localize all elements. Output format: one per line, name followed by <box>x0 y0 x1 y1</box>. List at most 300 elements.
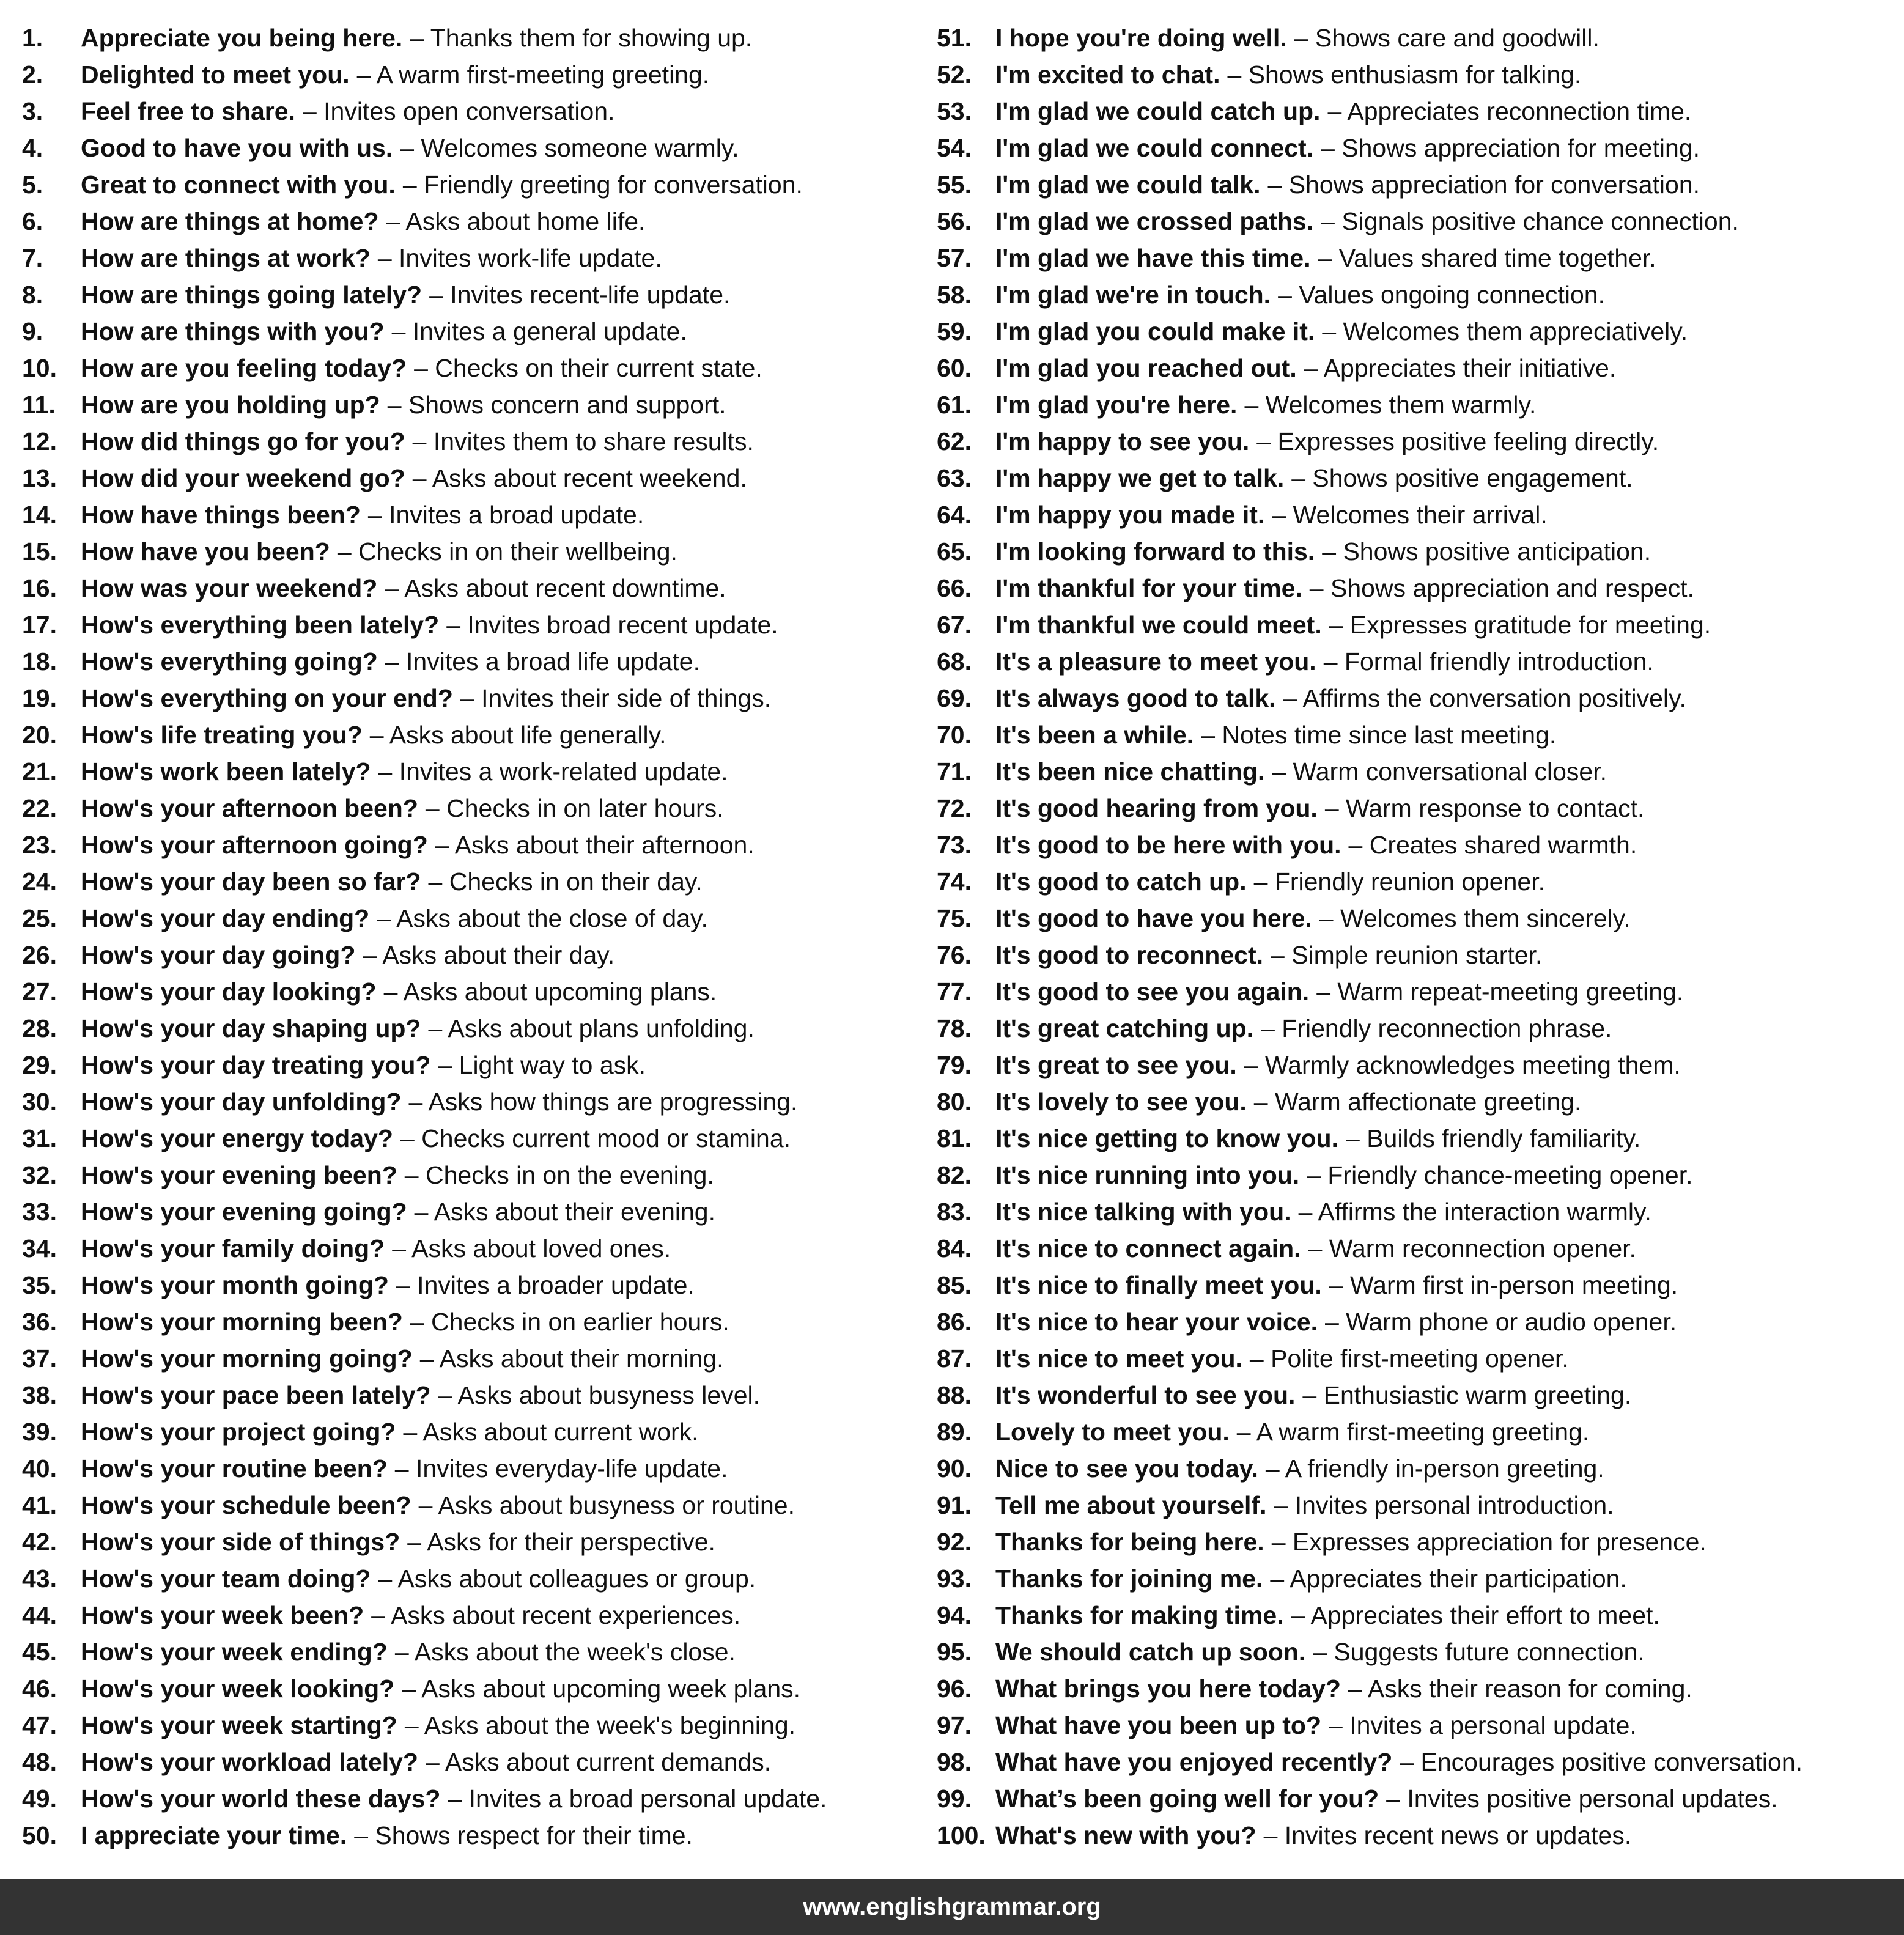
item-description: – A warm first-meeting greeting. <box>356 61 710 89</box>
item-description: – Shows positive anticipation. <box>1322 537 1651 566</box>
item-number: 49. <box>22 1785 57 1813</box>
item-number: 24. <box>22 868 57 896</box>
item-number: 90. <box>937 1454 972 1483</box>
item-phrase: I'm happy we get to talk. <box>995 464 1285 492</box>
item-description: – Asks about recent experiences. <box>371 1601 741 1629</box>
item-phrase: It's nice running into you. <box>995 1161 1300 1189</box>
list-item <box>937 240 1891 276</box>
list-item <box>937 1670 1891 1707</box>
item-phrase: How did your weekend go? <box>81 464 405 492</box>
list-item <box>937 1377 1891 1413</box>
list-item <box>937 1817 1891 1854</box>
item-description: – Friendly greeting for conversation. <box>402 171 803 199</box>
item-number: 22. <box>22 794 57 822</box>
item-description: – Invites open conversation. <box>302 97 615 125</box>
item-number: 50. <box>22 1821 57 1849</box>
item-number: 86. <box>937 1308 972 1336</box>
list-item <box>22 130 933 166</box>
item-description: – Invites a personal update. <box>1329 1711 1637 1739</box>
item-phrase: Thanks for being here. <box>995 1528 1264 1556</box>
item-phrase: It's good to be here with you. <box>995 831 1341 859</box>
item-phrase: How's everything on your end? <box>81 684 453 712</box>
item-description: – Appreciates their participation. <box>1270 1565 1627 1593</box>
item-number: 35. <box>22 1271 57 1299</box>
list-item <box>937 643 1891 680</box>
item-description: – Asks how things are progressing. <box>408 1088 798 1116</box>
item-description: – Enthusiastic warm greeting. <box>1302 1381 1632 1409</box>
item-number: 37. <box>22 1344 57 1373</box>
item-phrase: I'm thankful for your time. <box>995 574 1302 602</box>
item-description: – Friendly reunion opener. <box>1253 868 1545 896</box>
item-description: – Asks about recent weekend. <box>412 464 747 492</box>
item-number: 2. <box>22 61 43 89</box>
item-number: 77. <box>937 978 972 1006</box>
item-description: – Checks on their current state. <box>414 354 762 382</box>
item-number: 6. <box>22 207 43 235</box>
item-description: – Warm phone or audio opener. <box>1324 1308 1677 1336</box>
item-description: – Shows appreciation and respect. <box>1309 574 1694 602</box>
item-number: 46. <box>22 1675 57 1703</box>
item-description: – Warm response to contact. <box>1324 794 1645 822</box>
list-item <box>937 386 1891 423</box>
item-description: – Shows care and goodwill. <box>1294 24 1600 52</box>
list-item <box>937 130 1891 166</box>
list-item <box>22 1083 933 1120</box>
list-item <box>22 570 933 606</box>
item-phrase: It's nice to connect again. <box>995 1234 1301 1262</box>
item-number: 76. <box>937 941 972 969</box>
item-phrase: I'm happy to see you. <box>995 427 1250 455</box>
list-item <box>937 1083 1891 1120</box>
item-phrase: Good to have you with us. <box>81 134 393 162</box>
list-item <box>22 1047 933 1083</box>
item-description: – Expresses positive feeling directly. <box>1256 427 1659 455</box>
list-item <box>22 533 933 570</box>
list-item <box>22 1340 933 1377</box>
item-description: – Checks in on later hours. <box>425 794 724 822</box>
item-description: – Asks about their morning. <box>419 1344 724 1373</box>
item-phrase: How's your afternoon been? <box>81 794 418 822</box>
item-phrase: How have you been? <box>81 537 330 566</box>
list-item <box>22 1120 933 1157</box>
item-phrase: I'm excited to chat. <box>995 61 1220 89</box>
list-item <box>22 166 933 203</box>
item-phrase: Great to connect with you. <box>81 171 396 199</box>
item-number: 7. <box>22 244 43 272</box>
item-description: – Shows appreciation for meeting. <box>1321 134 1700 162</box>
list-item <box>22 717 933 753</box>
item-phrase: It's lovely to see you. <box>995 1088 1247 1116</box>
item-number: 79. <box>937 1051 972 1079</box>
item-description: – Asks about current work. <box>403 1418 699 1446</box>
list-item <box>937 863 1891 900</box>
item-description: – Asks about colleagues or group. <box>378 1565 756 1593</box>
item-description: – Invites them to share results. <box>412 427 754 455</box>
item-number: 31. <box>22 1124 57 1152</box>
footer-url[interactable]: www.englishgrammar.org <box>803 1893 1101 1920</box>
item-phrase: How's your side of things? <box>81 1528 400 1556</box>
item-number: 41. <box>22 1491 57 1519</box>
item-phrase: How's your day treating you? <box>81 1051 431 1079</box>
list-item <box>937 1634 1891 1670</box>
item-number: 53. <box>937 97 972 125</box>
list-item <box>22 93 933 130</box>
item-description: – Checks in on the evening. <box>404 1161 714 1189</box>
list-item <box>937 423 1891 460</box>
item-phrase: How was your weekend? <box>81 574 378 602</box>
item-phrase: How's your week starting? <box>81 1711 397 1739</box>
list-item <box>937 1340 1891 1377</box>
item-phrase: How's your week looking? <box>81 1675 395 1703</box>
list-item <box>937 533 1891 570</box>
item-phrase: What have you enjoyed recently? <box>995 1748 1393 1776</box>
list-item <box>937 1413 1891 1450</box>
item-number: 26. <box>22 941 57 969</box>
item-number: 11. <box>22 391 56 419</box>
item-number: 47. <box>22 1711 57 1739</box>
item-number: 17. <box>22 611 57 639</box>
item-phrase: I'm glad we crossed paths. <box>995 207 1314 235</box>
item-number: 83. <box>937 1198 972 1226</box>
item-phrase: It's great to see you. <box>995 1051 1237 1079</box>
item-phrase: It's nice talking with you. <box>995 1198 1291 1226</box>
item-number: 43. <box>22 1565 57 1593</box>
item-description: – Asks about the close of day. <box>377 904 708 932</box>
item-description: – Expresses gratitude for meeting. <box>1329 611 1711 639</box>
item-number: 80. <box>937 1088 972 1116</box>
item-description: – Shows enthusiasm for talking. <box>1227 61 1582 89</box>
item-number: 32. <box>22 1161 57 1189</box>
item-number: 27. <box>22 978 57 1006</box>
item-phrase: It's great catching up. <box>995 1014 1254 1042</box>
right-column <box>937 20 1891 1854</box>
item-description: – Asks about upcoming week plans. <box>402 1675 801 1703</box>
list-item <box>937 313 1891 350</box>
item-phrase: How's life treating you? <box>81 721 363 749</box>
item-number: 62. <box>937 427 972 455</box>
list-item <box>22 313 933 350</box>
list-item <box>22 1524 933 1560</box>
list-item <box>22 1193 933 1230</box>
item-description: – Asks about loved ones. <box>392 1234 671 1262</box>
item-number: 1. <box>22 24 43 52</box>
list-item <box>22 1377 933 1413</box>
item-phrase: How's your morning been? <box>81 1308 403 1336</box>
item-number: 63. <box>937 464 972 492</box>
item-number: 98. <box>937 1748 972 1776</box>
item-number: 75. <box>937 904 972 932</box>
item-phrase: I appreciate your time. <box>81 1821 347 1849</box>
item-description: – Shows appreciation for conversation. <box>1267 171 1700 199</box>
list-item <box>937 1010 1891 1047</box>
list-item <box>937 460 1891 496</box>
item-phrase: How's your day looking? <box>81 978 377 1006</box>
item-description: – Signals positive chance connection. <box>1321 207 1739 235</box>
item-phrase: How's your pace been lately? <box>81 1381 431 1409</box>
list-item <box>937 680 1891 717</box>
item-number: 74. <box>937 868 972 896</box>
item-number: 10. <box>22 354 57 382</box>
item-description: – Values ongoing connection. <box>1278 281 1605 309</box>
item-description: – Asks about recent downtime. <box>385 574 726 602</box>
item-description: – Warm conversational closer. <box>1272 757 1607 786</box>
list-item <box>937 753 1891 790</box>
list-item <box>22 460 933 496</box>
list-item <box>937 900 1891 937</box>
item-number: 40. <box>22 1454 57 1483</box>
item-number: 29. <box>22 1051 57 1079</box>
item-phrase: How are things going lately? <box>81 281 422 309</box>
item-description: – Expresses appreciation for presence. <box>1271 1528 1707 1556</box>
item-phrase: How's your afternoon going? <box>81 831 428 859</box>
item-number: 39. <box>22 1418 57 1446</box>
item-phrase: I hope you're doing well. <box>995 24 1287 52</box>
item-description: – Checks current mood or stamina. <box>400 1124 791 1152</box>
item-phrase: How's your day going? <box>81 941 356 969</box>
list-item <box>22 1450 933 1487</box>
item-number: 21. <box>22 757 57 786</box>
item-phrase: Delighted to meet you. <box>81 61 350 89</box>
item-number: 97. <box>937 1711 972 1739</box>
item-description: – Welcomes them appreciatively. <box>1322 317 1688 345</box>
item-number: 84. <box>937 1234 972 1262</box>
item-description: – Invites broad recent update. <box>446 611 778 639</box>
list-item <box>22 56 933 93</box>
item-description: – Asks about life generally. <box>369 721 666 749</box>
item-description: – Asks about their afternoon. <box>435 831 755 859</box>
item-number: 78. <box>937 1014 972 1042</box>
list-item <box>22 1817 933 1854</box>
item-number: 56. <box>937 207 972 235</box>
item-phrase: It's good hearing from you. <box>995 794 1318 822</box>
item-phrase: I'm glad you're here. <box>995 391 1238 419</box>
list-item <box>22 1413 933 1450</box>
item-description: – Invites personal introduction. <box>1274 1491 1614 1519</box>
item-phrase: I'm thankful we could meet. <box>995 611 1322 639</box>
item-phrase: How are you feeling today? <box>81 354 407 382</box>
item-number: 54. <box>937 134 972 162</box>
list-item <box>22 20 933 56</box>
list-item <box>22 606 933 643</box>
item-number: 8. <box>22 281 43 309</box>
item-phrase: How are things at work? <box>81 244 371 272</box>
item-description: – Friendly chance-meeting opener. <box>1307 1161 1693 1189</box>
item-number: 19. <box>22 684 57 712</box>
item-description: – A warm first-meeting greeting. <box>1236 1418 1590 1446</box>
item-description: – Asks about their day. <box>363 941 615 969</box>
item-number: 14. <box>22 501 57 529</box>
item-number: 72. <box>937 794 972 822</box>
list-item <box>22 1597 933 1634</box>
item-number: 15. <box>22 537 57 566</box>
item-number: 64. <box>937 501 972 529</box>
item-description: – Asks about their evening. <box>414 1198 715 1226</box>
item-number: 3. <box>22 97 43 125</box>
site-footer <box>0 1879 1904 1935</box>
item-number: 36. <box>22 1308 57 1336</box>
item-description: – Appreciates their initiative. <box>1304 354 1617 382</box>
item-phrase: How's your project going? <box>81 1418 396 1446</box>
item-phrase: It's good to reconnect. <box>995 941 1263 969</box>
item-description: – Friendly reconnection phrase. <box>1261 1014 1612 1042</box>
item-phrase: It's nice to meet you. <box>995 1344 1242 1373</box>
item-number: 4. <box>22 134 43 162</box>
item-description: – Builds friendly familiarity. <box>1346 1124 1641 1152</box>
list-item <box>22 386 933 423</box>
item-number: 55. <box>937 171 972 199</box>
list-item <box>22 276 933 313</box>
list-item <box>937 1487 1891 1524</box>
list-item <box>937 1780 1891 1817</box>
list-item <box>937 1707 1891 1744</box>
list-item <box>22 863 933 900</box>
list-item <box>937 1120 1891 1157</box>
item-number: 16. <box>22 574 57 602</box>
item-phrase: How's your week ending? <box>81 1638 388 1666</box>
list-item <box>22 1487 933 1524</box>
list-item <box>22 1707 933 1744</box>
list-item <box>937 1450 1891 1487</box>
list-item <box>937 606 1891 643</box>
item-phrase: How's your team doing? <box>81 1565 371 1593</box>
item-phrase: It's good to see you again. <box>995 978 1310 1006</box>
item-phrase: How did things go for you? <box>81 427 405 455</box>
item-phrase: How's your day shaping up? <box>81 1014 421 1042</box>
item-description: – Asks about the week's close. <box>394 1638 736 1666</box>
item-description: – Notes time since last meeting. <box>1201 721 1557 749</box>
list-item <box>937 1560 1891 1597</box>
item-phrase: It's been a while. <box>995 721 1194 749</box>
list-item <box>22 973 933 1010</box>
list-item <box>22 203 933 240</box>
item-description: – Asks their reason for coming. <box>1348 1675 1692 1703</box>
item-phrase: I'm glad we could catch up. <box>995 97 1321 125</box>
item-number: 34. <box>22 1234 57 1262</box>
item-phrase: How are things at home? <box>81 207 379 235</box>
item-phrase: It's nice to hear your voice. <box>995 1308 1318 1336</box>
list-item <box>22 753 933 790</box>
list-item <box>937 56 1891 93</box>
item-description: – Creates shared warmth. <box>1348 831 1637 859</box>
item-description: – Encourages positive conversation. <box>1400 1748 1803 1776</box>
item-number: 48. <box>22 1748 57 1776</box>
list-item <box>937 93 1891 130</box>
item-phrase: Feel free to share. <box>81 97 295 125</box>
item-phrase: We should catch up soon. <box>995 1638 1306 1666</box>
item-number: 51. <box>937 24 972 52</box>
list-item <box>937 790 1891 827</box>
item-description: – Shows respect for their time. <box>354 1821 693 1849</box>
item-phrase: How's your family doing? <box>81 1234 385 1262</box>
list-item <box>937 717 1891 753</box>
item-description: – Checks in on their wellbeing. <box>337 537 677 566</box>
item-number: 100. <box>937 1821 986 1849</box>
item-number: 81. <box>937 1124 972 1152</box>
item-number: 42. <box>22 1528 57 1556</box>
item-phrase: How's your morning going? <box>81 1344 413 1373</box>
item-description: – Warm affectionate greeting. <box>1253 1088 1582 1116</box>
item-number: 20. <box>22 721 57 749</box>
item-description: – Asks for their perspective. <box>407 1528 715 1556</box>
item-description: – Shows positive engagement. <box>1291 464 1633 492</box>
item-phrase: How's everything going? <box>81 647 378 676</box>
item-number: 33. <box>22 1198 57 1226</box>
item-phrase: How's your energy today? <box>81 1124 393 1152</box>
item-number: 45. <box>22 1638 57 1666</box>
item-phrase: I'm glad we could connect. <box>995 134 1314 162</box>
item-phrase: It's wonderful to see you. <box>995 1381 1296 1409</box>
list-item <box>937 1047 1891 1083</box>
item-number: 9. <box>22 317 43 345</box>
item-description: – Invites positive personal updates. <box>1386 1785 1778 1813</box>
item-number: 70. <box>937 721 972 749</box>
item-phrase: How's your day ending? <box>81 904 370 932</box>
list-item <box>22 827 933 863</box>
item-number: 61. <box>937 391 972 419</box>
item-number: 68. <box>937 647 972 676</box>
item-description: – Invites a general update. <box>391 317 687 345</box>
item-description: – Light way to ask. <box>438 1051 646 1079</box>
item-phrase: What have you been up to? <box>995 1711 1322 1739</box>
item-number: 25. <box>22 904 57 932</box>
item-phrase: How's your world these days? <box>81 1785 441 1813</box>
item-phrase: I'm glad we're in touch. <box>995 281 1271 309</box>
list-item <box>22 900 933 937</box>
list-item <box>937 20 1891 56</box>
list-item <box>22 680 933 717</box>
item-number: 38. <box>22 1381 57 1409</box>
item-description: – Invites their side of things. <box>460 684 772 712</box>
item-phrase: How have things been? <box>81 501 361 529</box>
item-description: – Asks about the week's beginning. <box>404 1711 796 1739</box>
item-description: – Warm repeat-meeting greeting. <box>1316 978 1684 1006</box>
item-number: 92. <box>937 1528 972 1556</box>
item-phrase: I'm glad we have this time. <box>995 244 1311 272</box>
item-phrase: Lovely to meet you. <box>995 1418 1230 1446</box>
item-description: – Invites a broad life update. <box>385 647 700 676</box>
item-number: 23. <box>22 831 57 859</box>
item-phrase: What’s been going well for you? <box>995 1785 1379 1813</box>
item-description: – Affirms the conversation positively. <box>1283 684 1686 712</box>
list-item <box>22 1634 933 1670</box>
list-item <box>937 203 1891 240</box>
list-item <box>22 1670 933 1707</box>
item-phrase: It's good to have you here. <box>995 904 1312 932</box>
list-item <box>937 827 1891 863</box>
item-number: 59. <box>937 317 972 345</box>
item-description: – Asks about plans unfolding. <box>428 1014 755 1042</box>
item-description: – Welcomes someone warmly. <box>400 134 739 162</box>
item-description: – Asks about busyness level. <box>438 1381 761 1409</box>
item-phrase: How's your week been? <box>81 1601 364 1629</box>
item-description: – Appreciates reconnection time. <box>1327 97 1692 125</box>
item-description: – Invites recent news or updates. <box>1263 1821 1632 1849</box>
item-phrase: How's your evening going? <box>81 1198 407 1226</box>
list-item <box>937 1524 1891 1560</box>
list-item <box>22 643 933 680</box>
item-description: – Appreciates their effort to meet. <box>1291 1601 1660 1629</box>
item-number: 91. <box>937 1491 972 1519</box>
item-phrase: It's nice to finally meet you. <box>995 1271 1322 1299</box>
item-phrase: How's your workload lately? <box>81 1748 418 1776</box>
list-item <box>937 973 1891 1010</box>
item-phrase: How's everything been lately? <box>81 611 440 639</box>
item-description: – Values shared time together. <box>1318 244 1656 272</box>
item-phrase: It's always good to talk. <box>995 684 1276 712</box>
item-description: – Warmly acknowledges meeting them. <box>1244 1051 1681 1079</box>
item-description: – Asks about busyness or routine. <box>418 1491 795 1519</box>
item-phrase: What brings you here today? <box>995 1675 1341 1703</box>
